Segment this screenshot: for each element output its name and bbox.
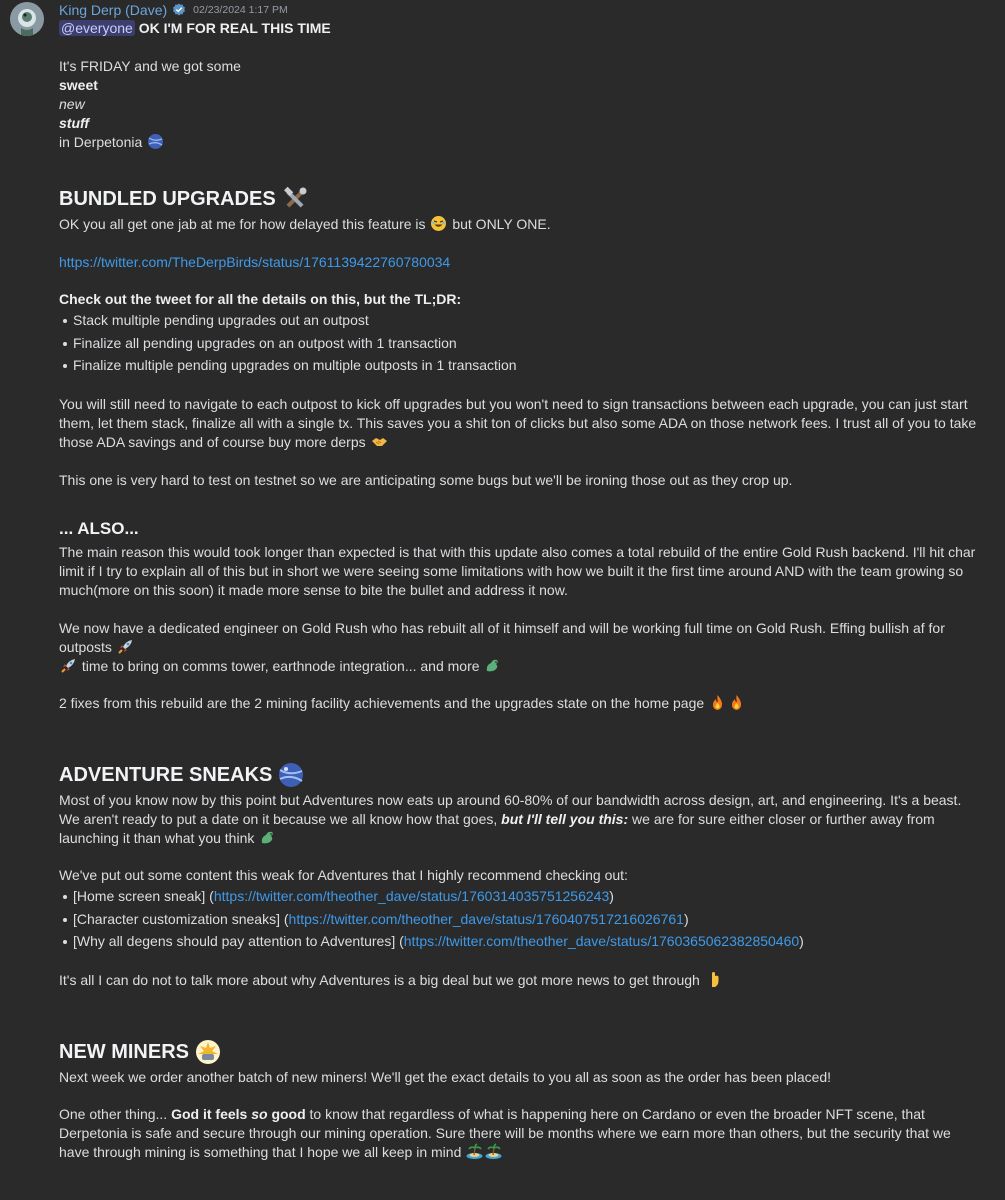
intro-line-1: It's FRIDAY and we got some bbox=[59, 57, 241, 74]
tweet-link-line bbox=[59, 253, 979, 272]
bundled-upgrades-heading bbox=[59, 186, 979, 212]
degens-attention-link[interactable]: https://twitter.com/theother_dave/status/1760365062382850460 bbox=[403, 933, 800, 949]
adventure-content-intro: We've put out some content this weak for Adventures that I highly recommend checking out: bbox=[59, 867, 628, 883]
island-icon bbox=[485, 1143, 502, 1160]
miners-p2-bold2: good bbox=[271, 1106, 306, 1122]
message bbox=[59, 0, 979, 1162]
rocket-icon bbox=[117, 638, 134, 655]
laughing-face-icon bbox=[430, 215, 447, 232]
adventure-closing-text: It's all I can do not to talk more about why Adventures is a big deal but we got more news to get through bbox=[59, 972, 700, 988]
planet-icon bbox=[278, 762, 304, 788]
adventure-p1-bold: but I'll tell you this: bbox=[501, 810, 629, 827]
intro-line-3: new bbox=[59, 95, 85, 112]
list-item bbox=[73, 930, 979, 953]
adventure-p1-b: we are for sure either closer or further away from launching it than what you think bbox=[59, 810, 935, 846]
dragon-icon bbox=[484, 657, 501, 674]
miners-heading-text: NEW MINERS bbox=[59, 1040, 189, 1063]
rocket-icon bbox=[60, 657, 77, 674]
list-item: Finalize multiple pending upgrades on multiple outposts in 1 transaction bbox=[73, 354, 979, 377]
intro-line-5 bbox=[59, 133, 979, 152]
adventure-sneaks-heading bbox=[59, 762, 979, 788]
adventure-links-list bbox=[59, 885, 979, 953]
fire-icon bbox=[709, 694, 726, 711]
tweet-link[interactable]: https://twitter.com/TheDerpBirds/status/1761139422760780034 bbox=[59, 253, 451, 270]
miners-paragraph-2 bbox=[59, 1105, 979, 1162]
adventure-heading-text: ADVENTURE SNEAKS bbox=[59, 763, 273, 786]
testnet-line: This one is very hard to test on testnet so we are anticipating some bugs but we'll be ironing those out as they crop up. bbox=[59, 471, 793, 488]
intro-line-2: sweet bbox=[59, 76, 98, 93]
link-label: [Character customization sneaks] ( bbox=[73, 910, 289, 927]
also-p3-text: 2 fixes from this rebuild are the 2 mining facility achievements and the upgrades state on the home page bbox=[59, 695, 705, 711]
author-name[interactable]: King Derp (Dave) bbox=[59, 1, 168, 18]
intro-text: in Derpetonia bbox=[59, 133, 143, 150]
also-p2-text-a: We now have a dedicated engineer on Gold Rush who has rebuilt all of it himself and will be working full time on Gold Rush. Effing bullish af for outposts bbox=[59, 619, 945, 655]
tldr-list bbox=[59, 309, 979, 377]
headline-line bbox=[59, 19, 979, 38]
message-header bbox=[59, 0, 979, 19]
character-customization-link[interactable]: https://twitter.com/theother_dave/status/1760407517216026761 bbox=[288, 910, 684, 927]
miners-p2-bold-italic: so bbox=[251, 1106, 268, 1122]
link-close: ) bbox=[799, 933, 804, 949]
verified-badge-icon bbox=[172, 3, 186, 17]
link-label: [Home screen sneak] ( bbox=[73, 888, 214, 904]
link-close: ) bbox=[609, 888, 614, 904]
also-paragraph-3 bbox=[59, 694, 979, 713]
jab-text-end: but ONLY ONE. bbox=[452, 216, 551, 232]
pointing-down-icon bbox=[705, 971, 722, 988]
timestamp: 02/23/2024 1:17 PM bbox=[193, 3, 288, 16]
bundled-heading-text: BUNDLED UPGRADES bbox=[59, 188, 276, 210]
miners-p2-start: One other thing... bbox=[59, 1106, 168, 1122]
hammer-wrench-icon bbox=[282, 186, 308, 212]
list-item bbox=[73, 885, 979, 908]
everyone-mention[interactable]: @everyone bbox=[61, 20, 133, 36]
link-label: [Why all degens should pay attention to Adventures] ( bbox=[73, 933, 404, 949]
avatar[interactable] bbox=[10, 2, 44, 36]
intro-line-4: stuff bbox=[59, 114, 90, 131]
headline: OK I'M FOR REAL THIS TIME bbox=[138, 20, 331, 36]
planet-icon bbox=[147, 133, 164, 150]
also-paragraph-1: The main reason this would took longer than expected is that with this update also comes a total rebuild of the entire Gold Rush backend. I'll hit char limit if I try to explain all of this but in short we were seeing some limitations with how we built it the first time around AND with the team growing so much(more on this soon) it made more sense to bite the bullet and address it now. bbox=[59, 544, 976, 598]
miners-p2-rest: to know that regardless of what is happening here on Cardano or even the broader NFT scene, that Derpetonia is safe and secure through our mining operation. Sure there will be months where we earn more than others, but the security that we have through mining is something that I hope we all keep in mind bbox=[59, 1106, 951, 1160]
home-screen-sneak-link[interactable]: https://twitter.com/theother_dave/status/1760314035751256243 bbox=[213, 888, 610, 904]
adventure-p1-a: Most of you know now by this point but Adventures now eats up around 60-80% of our bandwidth across design, art, and engineering. It's a beast. We aren't ready to put a date on it because we all know how that goes, bbox=[59, 791, 962, 827]
miners-p2-bold1: God it feels bbox=[171, 1106, 248, 1122]
miners-paragraph-1: Next week we order another batch of new miners! We'll get the exact details to you all as soon as the order has been placed! bbox=[59, 1068, 832, 1085]
link-close: ) bbox=[683, 910, 689, 927]
island-icon bbox=[466, 1143, 483, 1160]
handshake-icon bbox=[371, 433, 388, 450]
list-item: Stack multiple pending upgrades out an outpost bbox=[73, 309, 979, 332]
bundled-paragraph bbox=[59, 395, 979, 452]
also-paragraph-2 bbox=[59, 619, 979, 676]
adventure-closing bbox=[59, 971, 979, 990]
miner-icon bbox=[195, 1039, 221, 1065]
also-heading: ... ALSO... bbox=[59, 519, 139, 538]
tldr-line: Check out the tweet for all the details on this, but the TL;DR: bbox=[59, 291, 462, 307]
adventure-paragraph-1 bbox=[59, 791, 979, 848]
also-p2-text-b: time to bring on comms tower, earthnode integration... and more bbox=[81, 657, 480, 674]
fire-icon bbox=[728, 694, 745, 711]
new-miners-heading bbox=[59, 1039, 979, 1065]
jab-text: OK you all get one jab at me for how delayed this feature is bbox=[59, 216, 426, 232]
dragon-icon bbox=[259, 829, 276, 846]
bundled-paragraph-text: You will still need to navigate to each outpost to kick off upgrades but you won't need to sign transactions between each upgrade, you can just start them, let them stack, finalize all with a single tx. This saves you a shit ton of clicks but also some ADA on those network fees. I trust all of you to take those ADA savings and of course buy more derps bbox=[59, 396, 977, 450]
list-item bbox=[73, 908, 979, 931]
list-item: Finalize all pending upgrades on an outpost with 1 transaction bbox=[73, 332, 979, 355]
jab-line bbox=[59, 215, 979, 234]
